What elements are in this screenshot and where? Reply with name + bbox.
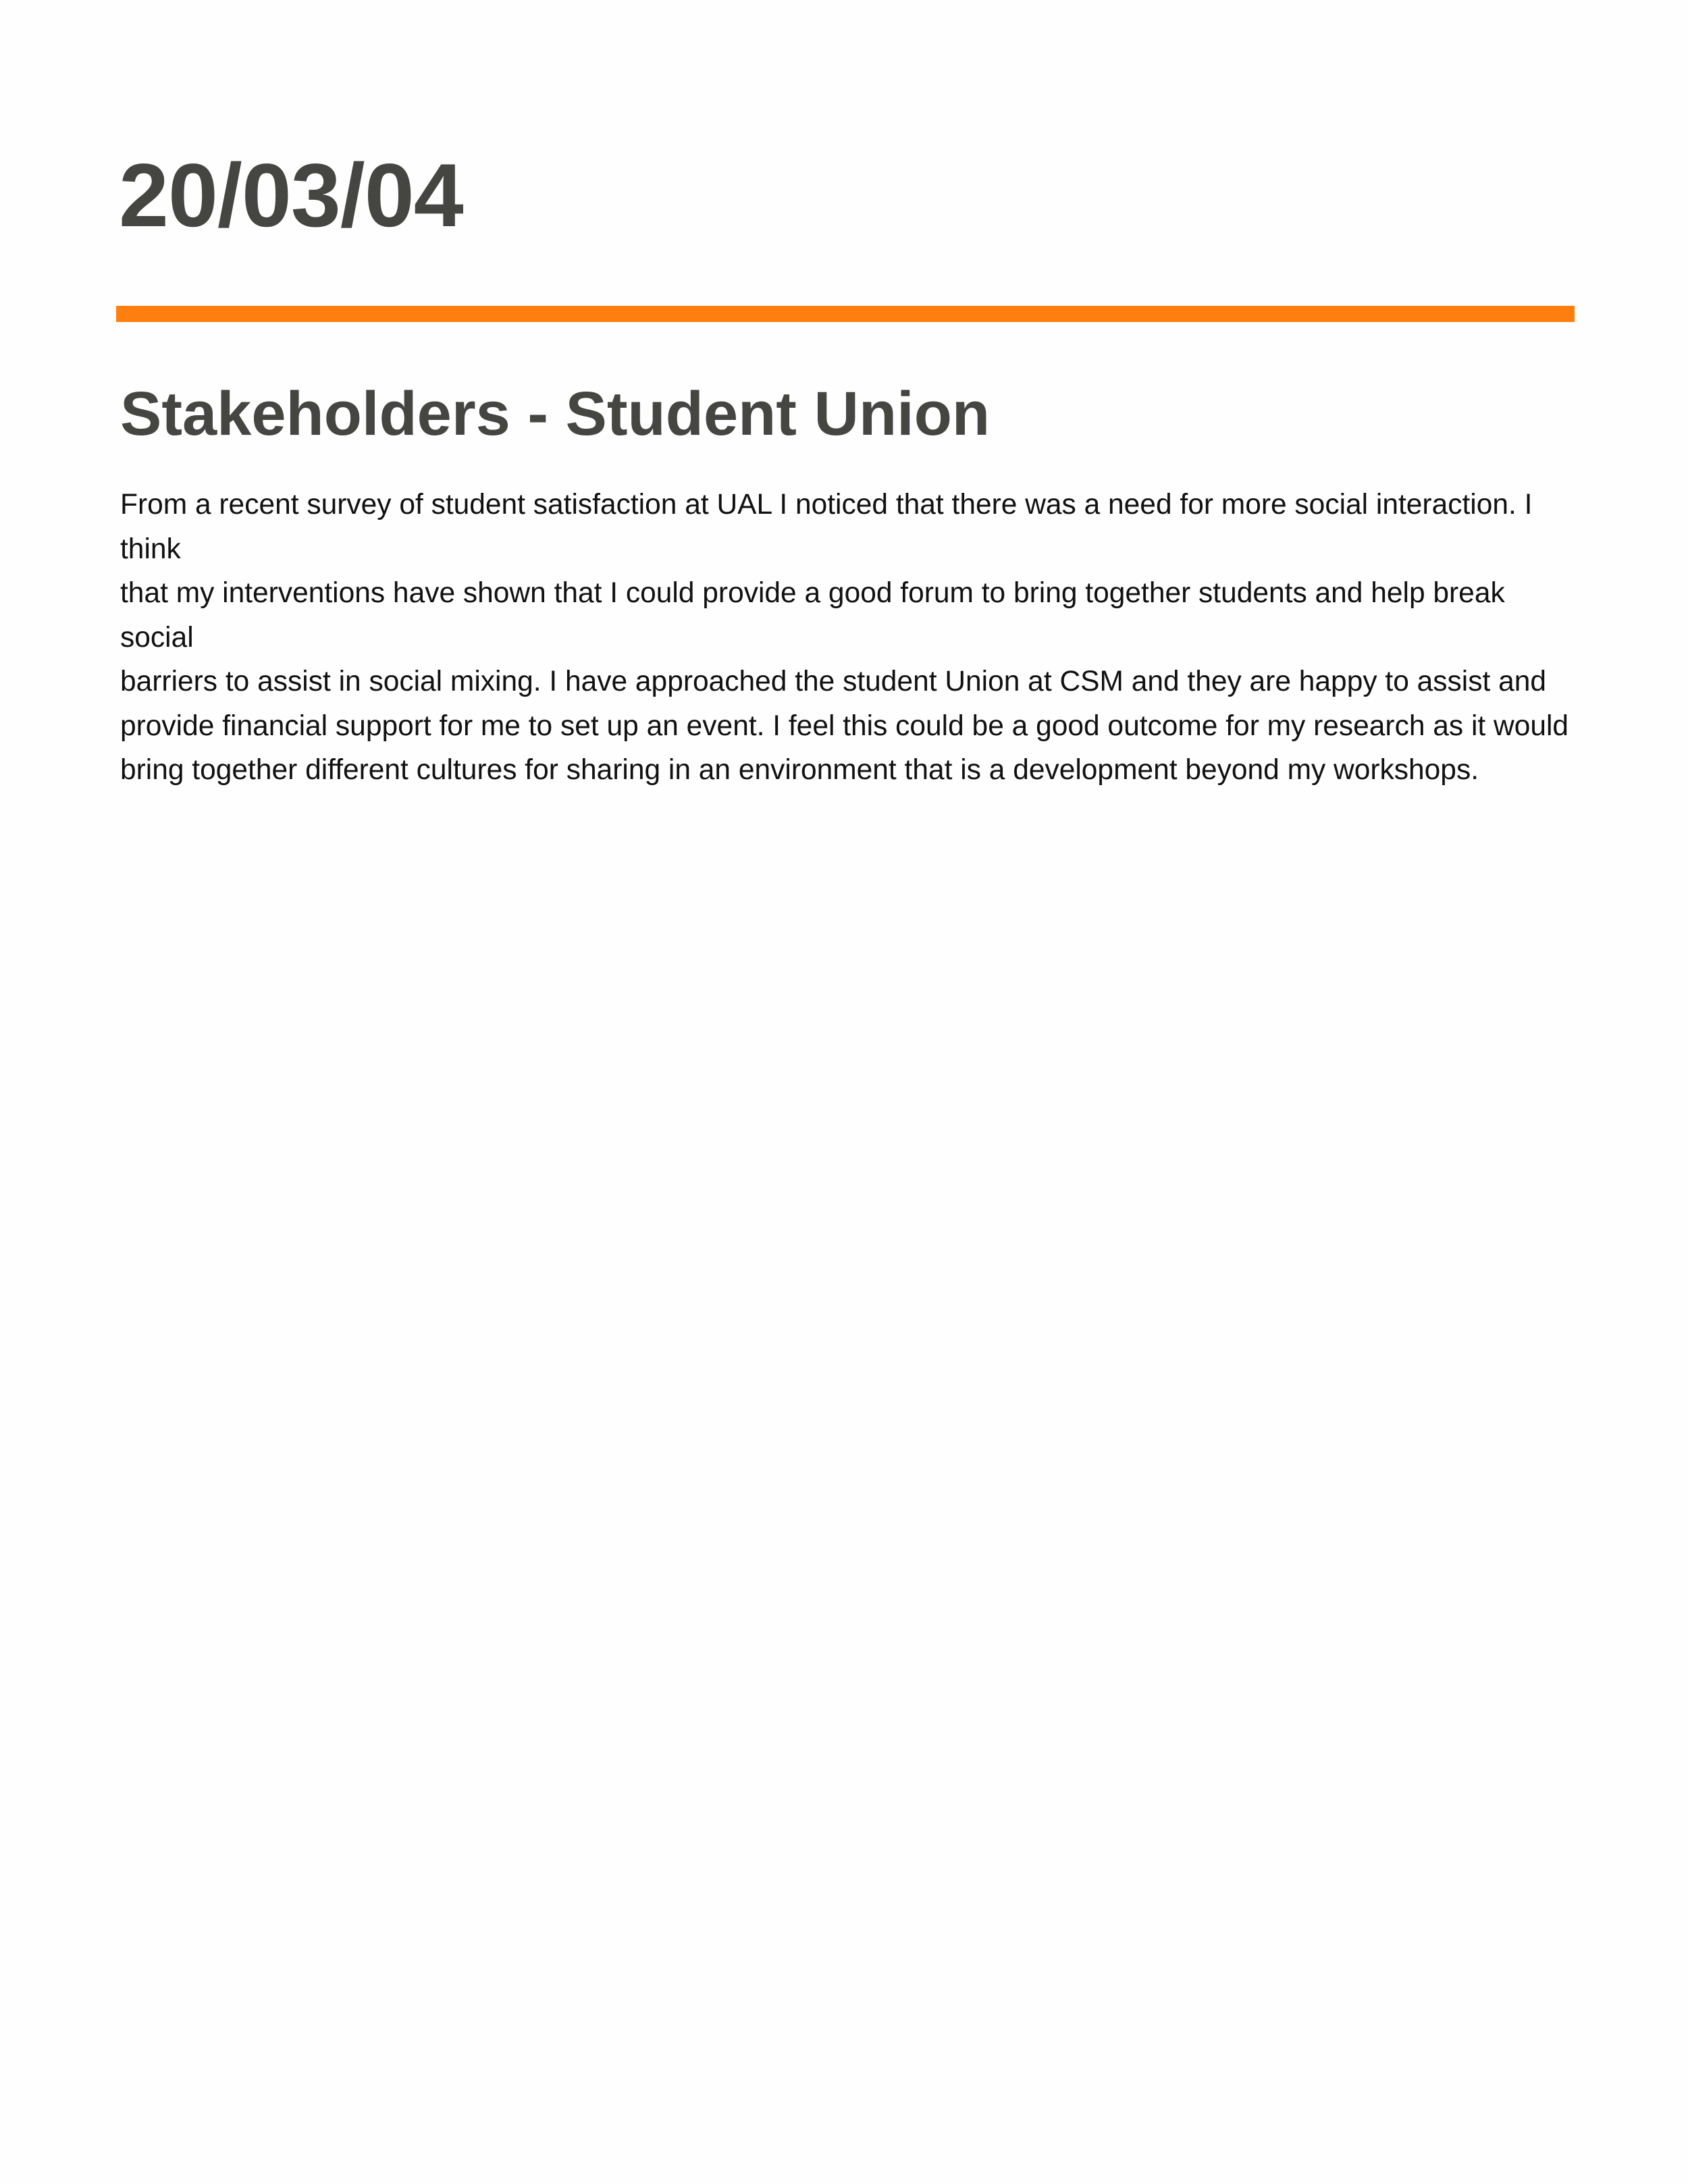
orange-divider-rule bbox=[116, 306, 1575, 322]
section-heading: Stakeholders - Student Union bbox=[120, 379, 991, 448]
paragraph-line: provide financial support for me to set up an event. I feel this could be a good outcome for my research as it would bbox=[120, 710, 1569, 742]
body-paragraph bbox=[120, 483, 1579, 793]
paragraph-line: barriers to assist in social mixing. I have approached the student Union at CSM and they are happy to assist and bbox=[120, 666, 1546, 697]
paragraph-line: bring together different cultures for sharing in an environment that is a development beyond my workshops. bbox=[120, 754, 1479, 786]
paragraph-line: From a recent survey of student satisfaction at UAL I noticed that there was a need for more social interaction. I think bbox=[120, 489, 1533, 565]
paragraph-line: that my interventions have shown that I could provide a good forum to bring together students and help break social bbox=[120, 577, 1505, 654]
date-heading: 20/03/04 bbox=[119, 146, 463, 246]
